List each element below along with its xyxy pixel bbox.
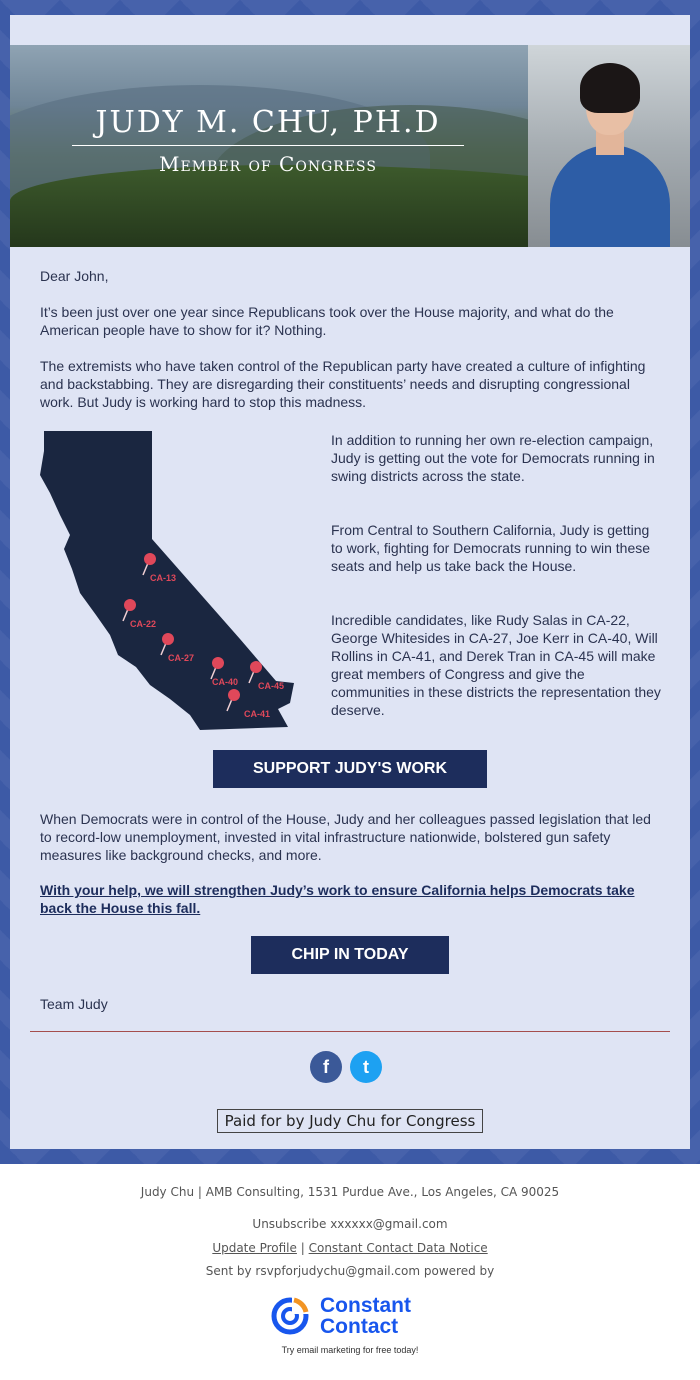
- data-notice-link[interactable]: Constant Contact Data Notice: [308, 1241, 488, 1255]
- column-paragraph-2: From Central to Southern California, Judy is getting to work, fighting for Democrats running to win these seats and help us take back the House.: [331, 522, 651, 574]
- support-judys-work-button[interactable]: SUPPORT JUDY'S WORK: [213, 750, 487, 788]
- header-banner: [10, 45, 690, 247]
- footer-links: [0, 1241, 700, 1255]
- header-title: [72, 105, 464, 176]
- column-paragraph-1: In addition to running her own re-election campaign, Judy is getting out the vote for Democrats running in swing districts across the state.: [331, 432, 655, 484]
- unsubscribe-link[interactable]: Unsubscribe xxxxxx@gmail.com: [252, 1217, 448, 1231]
- cc-line-2: Contact: [320, 1315, 399, 1338]
- divider: [30, 1031, 670, 1032]
- candidate-photo: [528, 45, 690, 247]
- header-rule: [72, 145, 464, 146]
- email-card: [10, 15, 690, 1149]
- photo-hair: [580, 63, 640, 113]
- sent-by-line: Sent by rsvpforjudychu@gmail.com powered by: [205, 1264, 495, 1278]
- footer-address: Judy Chu | AMB Consulting, 1531 Purdue Ave., Los Angeles, CA 90025: [140, 1185, 560, 1199]
- header-subtitle: Member of Congress: [159, 152, 377, 176]
- map-pin-label: CA-41: [244, 709, 271, 719]
- chip-in-today-button[interactable]: CHIP IN TODAY: [251, 936, 449, 974]
- twitter-icon[interactable]: t: [350, 1051, 382, 1083]
- map-pin-label: CA-40: [212, 677, 239, 687]
- column-paragraph-3: Incredible candidates, like Rudy Salas in CA-22, George Whitesides in CA-27, Joe Kerr in CA-40, Will Rollins in CA-41, and Derek Tran in CA-45 will make great members of Congress and give the communities in these districts the representation they deserve.: [331, 612, 661, 718]
- map-pin-label: CA-27: [168, 653, 195, 663]
- paragraph-3: When Democrats were in control of the House, Judy and her colleagues passed legislation that led to record-low unemployment, invested in vital infrastructure nationwide, bolstered gun safety measures like background checks, and more.: [40, 811, 651, 863]
- constant-contact-logo-icon[interactable]: [270, 1296, 310, 1336]
- cc-line-1: Constant: [320, 1294, 411, 1317]
- map-pin-label: CA-13: [150, 573, 177, 583]
- greeting: Dear John,: [40, 268, 109, 284]
- constant-contact-tagline: Try email marketing for free today!: [281, 1345, 419, 1355]
- footer-separator: |: [300, 1241, 305, 1255]
- constant-contact-wordmark[interactable]: [320, 1295, 411, 1337]
- paragraph-2: The extremists who have taken control of the Republican party have created a culture of infighting and backstabbing. They are disregarding their constituents’ needs and disrupting congressional work. But Judy is working hard to stop this madness.: [40, 358, 646, 410]
- paid-for-disclaimer: Paid for by Judy Chu for Congress: [217, 1109, 483, 1133]
- paragraph-1: It’s been just over one year since Republicans took over the House majority, and what do the American people have to show for it? Nothing.: [40, 304, 614, 338]
- photo-torso: [550, 145, 670, 247]
- facebook-icon[interactable]: f: [310, 1051, 342, 1083]
- signoff: Team Judy: [40, 996, 108, 1012]
- map-pin-label: CA-45: [258, 681, 285, 691]
- header-name: JUDY M. CHU, PH.D: [95, 105, 441, 140]
- california-map: [40, 431, 302, 731]
- map-pin-label: CA-22: [130, 619, 157, 629]
- update-profile-link[interactable]: Update Profile: [212, 1241, 297, 1255]
- strengthen-link[interactable]: With your help, we will strengthen Judy’s work to ensure California helps Democrats take back the House this fall.: [40, 882, 635, 916]
